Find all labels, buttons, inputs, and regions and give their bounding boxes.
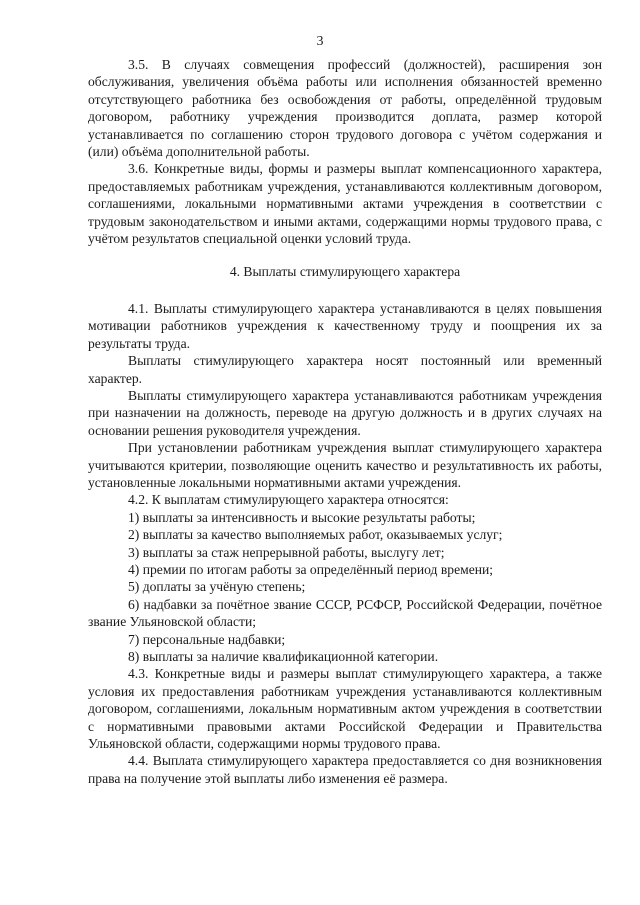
paragraph-4-3: 4.3. Конкретные виды и размеры выплат стимулирующего характера, а также условия их предоставления работникам учреждения устанавливаются коллективным договором, соглашениями, локальным нормативным актом учреждения в соответствии с нормативными правовыми актами Российской Федерации и Правительства Ульяновской области, содержащими нормы трудового права. bbox=[88, 666, 602, 752]
list-item: 3) выплаты за стаж непрерывной работы, выслугу лет; bbox=[128, 544, 445, 560]
list-item: 8) выплаты за наличие квалификационной категории. bbox=[128, 649, 439, 664]
paragraph-3-5: 3.5. В случаях совмещения профессий (должностей), расширения зон обслуживания, увеличения объёма работы или исполнения обязанностей временно отсутствующего работника без освобождения от работы, определённой трудовым договором, работнику учреждения производится доплата, размер которой устанавливается по соглашению сторон трудового договора с учётом содержания и (или) объёма дополнительной работы. bbox=[88, 57, 602, 160]
list-item: 6) надбавки за почётное звание СССР, РСФСР, Российской Федерации, почётное звание Ульяновской области; bbox=[88, 596, 602, 630]
document-body bbox=[88, 56, 602, 787]
list-item: 5) доплаты за учёную степень; bbox=[128, 579, 306, 595]
list-item: 4) премии по итогам работы за определённый период времени; bbox=[128, 561, 494, 577]
paragraph-4-1-temporary: Выплаты стимулирующего характера носят постоянный или временный характер. bbox=[88, 353, 602, 386]
paragraph-4-4: 4.4. Выплата стимулирующего характера предоставляется со дня возникновения права на получение этой выплаты либо изменения её размера. bbox=[88, 753, 602, 786]
paragraph-4-1-assignment: Выплаты стимулирующего характера устанавливаются работникам учреждения при назначении на должность, переводе на другую должность и в других случаях на основании решения руководителя учреждения. bbox=[88, 387, 602, 438]
paragraph-4-1: 4.1. Выплаты стимулирующего характера устанавливаются в целях повышения мотивации работников учреждения к качественному труду и поощрения их за результаты труда. bbox=[88, 300, 602, 351]
list-item: 7) персональные надбавки; bbox=[128, 631, 286, 647]
section-4-heading: 4. Выплаты стимулирующего характера bbox=[229, 264, 461, 280]
paragraph-4-2-intro: 4.2. К выплатам стимулирующего характера относятся: bbox=[128, 492, 449, 508]
list-item: 1) выплаты за интенсивность и высокие результаты работы; bbox=[128, 509, 476, 525]
list-item: 2) выплаты за качество выполняемых работ, оказываемых услуг; bbox=[128, 527, 503, 543]
paragraph-4-1-criteria: При установлении работникам учреждения выплат стимулирующего характера учитываются критерии, позволяющие оценить качество и результативность их работы, установленные локальными нормативными актами учреждения. bbox=[88, 440, 602, 490]
page-number: 3 bbox=[316, 34, 324, 49]
paragraph-3-6: 3.6. Конкретные виды, формы и размеры выплат компенсационного характера, предоставляемых работникам учреждения, устанавливаются коллективным договором, соглашениями, локальными нормативными актами учреждения в соответствии с трудовым законодательством и иными актами, содержащими нормы трудового права, с учётом результатов специальной оценки условий труда. bbox=[88, 161, 602, 247]
